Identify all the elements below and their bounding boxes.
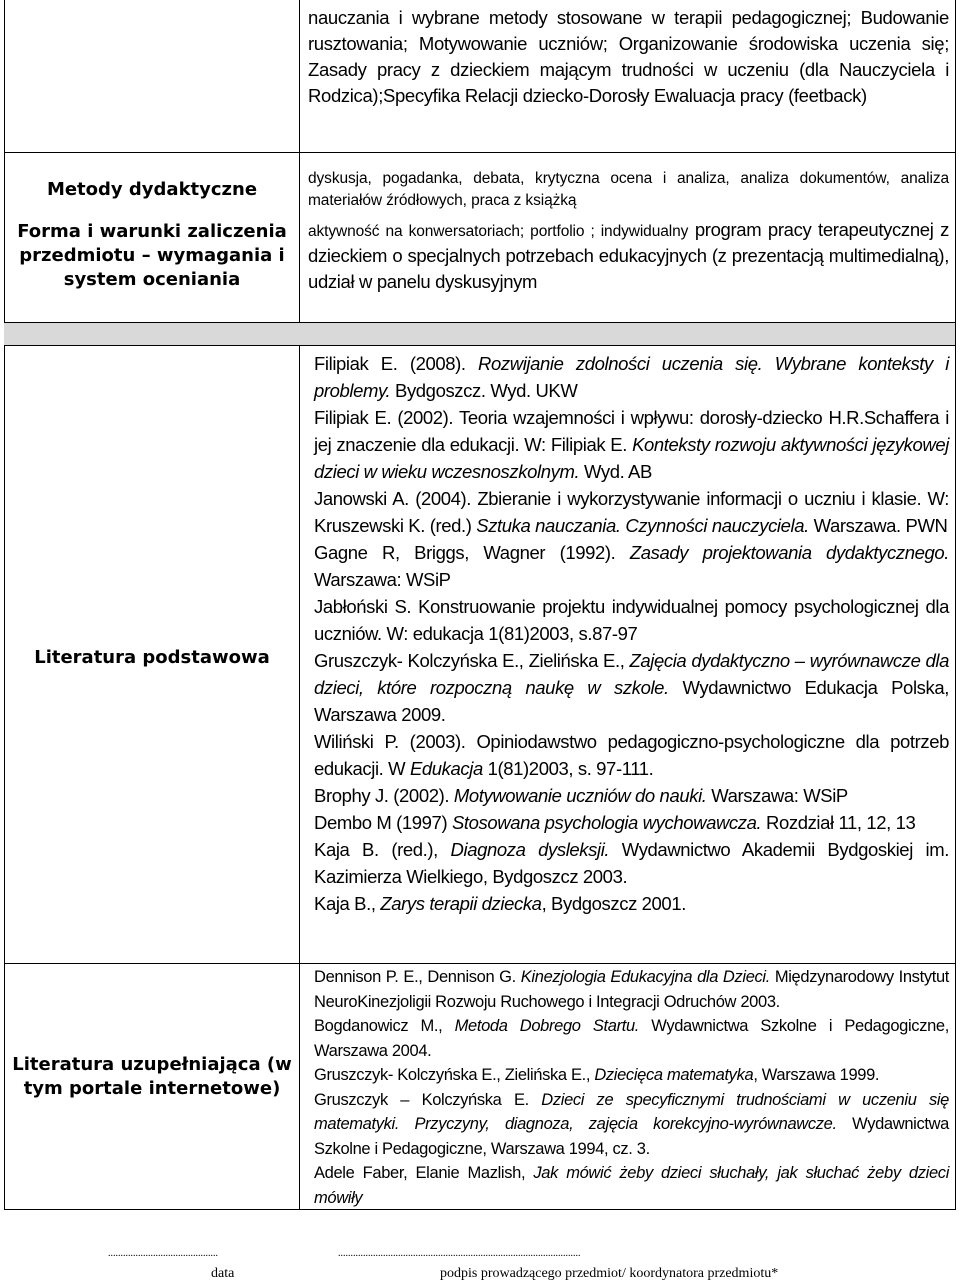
- bibliography-entry: Filipiak E. (2008). Rozwijanie zdolności uczenia się. Wybrane konteksty i problemy. Bydgoszcz. Wyd. UKW: [314, 353, 950, 401]
- date-dots: ............................................: [108, 1248, 218, 1259]
- bibliography-entry: Gruszczyk- Kolczyńska E., Zielińska E., Dziecięca matematyka, Warszawa 1999.: [314, 1066, 880, 1084]
- bibliography-entry: Adele Faber, Elanie Mazlish, Jak mówić żeby dzieci słuchały, jak słuchać żeby dzieci mówiły: [314, 1164, 950, 1207]
- table-divider-column: [299, 0, 300, 323]
- metody-cell: [308, 168, 949, 212]
- bibliography-entry: Dembo M (1997) Stosowana psychologia wychowawcza. Rozdział 11, 12, 13: [314, 812, 916, 833]
- table-border-right: [955, 0, 956, 1210]
- forma-text: aktywność na konwersatoriach; portfolio ; indywidualny program pracy terapeutycznej z dzieckiem o specjalnych potrzebach edukacyjnych (z prezentacją multimedialną), udział w panelu dyskusyjnym: [308, 219, 949, 292]
- bibliography-entry: Kaja B. (red.), Diagnoza dysleksji. Wydawnictwo Akademii Bydgoskiej im. Kazimierza Wielkiego, Bydgoszcz 2003.: [314, 839, 949, 887]
- label-metody-dydaktyczne: Metody dydaktyczne: [46, 179, 258, 200]
- row-divider-4: [4, 963, 956, 964]
- table-divider-column-lower: [299, 346, 300, 1210]
- label-literatura-podstawowa: Literatura podstawowa: [34, 647, 270, 668]
- program-content-text: nauczania i wybrane metody stosowane w terapii pedagogicznej; Budowanie rusztowania; Motywowanie uczniów; Organizowanie środowiska uczenia się; Zasady pracy z dzieckiem mającym trudności w uczeniu (dla Nauczyciela i Rodzica);Specyfika Relacji dziecko-Dorosły Ewaluacja pracy (feetback): [308, 7, 949, 106]
- bibliography-entry: Janowski A. (2004). Zbieranie i wykorzystywanie informacji o uczniu i klasie. W: Kruszewski K. (red.) Sztuka nauczania. Czynności nauczyciela. Warszawa. PWN: [314, 488, 949, 536]
- literatura-uzupelniajaca-list: [308, 965, 949, 1210]
- bibliography-entry: Brophy J. (2002). Motywowanie uczniów do nauki. Warszawa: WSiP: [314, 785, 848, 806]
- date-label: data: [211, 1266, 235, 1281]
- bibliography-entry: Bogdanowicz M., Metoda Dobrego Startu. Wydawnictwa Szkolne i Pedagogiczne, Warszawa 2004.: [314, 1017, 949, 1060]
- bibliography-entry: Dennison P. E., Dennison G. Kinezjologia Edukacyjna dla Dzieci. Międzynarodowy Instytut NeuroKinezjoligii Rozwoju Ruchowego i Integracji Odruchów 2003.: [314, 968, 950, 1011]
- bibliography-entry: Gagne R, Briggs, Wagner (1992). Zasady projektowania dydaktycznego. Warszawa: WSiP: [314, 542, 950, 590]
- literatura-podstawowa-list: [308, 350, 949, 917]
- table-border-left: [4, 0, 5, 1210]
- forma-cell: [308, 217, 949, 295]
- program-content-cell: [308, 5, 949, 109]
- bibliography-entry: Wiliński P. (2003). Opiniodawstwo pedagogiczno-psychologiczne dla potrzeb edukacji. W Edukacja 1(81)2003, s. 97-111.: [314, 731, 949, 779]
- bibliography-entry: Jabłoński S. Konstruowanie projektu indywidualnej pomocy psychologicznej dla uczniów. W: edukacja 1(81)2003, s.87-97: [314, 596, 949, 644]
- gray-separator-row: [4, 323, 955, 345]
- bibliography-entry: Gruszczyk- Kolczyńska E., Zielińska E., Zajęcia dydaktyczno – wyrównawcze dla dzieci, które rozpoczną naukę w szkole. Wydawnictwo Edukacja Polska, Warszawa 2009.: [314, 650, 949, 725]
- metody-text: dyskusja, pogadanka, debata, krytyczna ocena i analiza, analiza dokumentów, analiza materiałów źródłowych, praca z książką: [308, 170, 949, 209]
- row-divider-3: [4, 345, 956, 346]
- label-literatura-uzupelniajaca: Literatura uzupełniająca (w tym portale internetowe): [12, 1054, 292, 1099]
- signature-dots: .................................................................................................: [338, 1248, 581, 1259]
- row-divider-1: [4, 152, 956, 153]
- bibliography-entry: Gruszczyk – Kolczyńska E. Dzieci ze specyficznymi trudnościami w uczeniu się matematyki. Przyczyny, diagnoza, zajęcia korekcyjno-wyrównawcze. Wydawnictwa Szkolne i Pedagogiczne, Warszawa 1994, cz. 3.: [314, 1090, 949, 1158]
- label-forma-warunki: Forma i warunki zaliczenia przedmiotu – wymagania i system oceniania: [17, 221, 287, 290]
- signature-label: podpis prowadzącego przedmiot/ koordynatora przedmiotu*: [440, 1266, 779, 1281]
- bibliography-entry: Filipiak E. (2002). Teoria wzajemności i wpływu: dorosły-dziecko H.R.Schaffera i jej znaczenie dla edukacji. W: Filipiak E. Konteksty rozwoju aktywności językowej dzieci w wieku wczesnoszkolnym. Wyd. AB: [314, 407, 949, 482]
- bibliography-entry: Kaja B., Zarys terapii dziecka, Bydgoszcz 2001.: [314, 893, 686, 914]
